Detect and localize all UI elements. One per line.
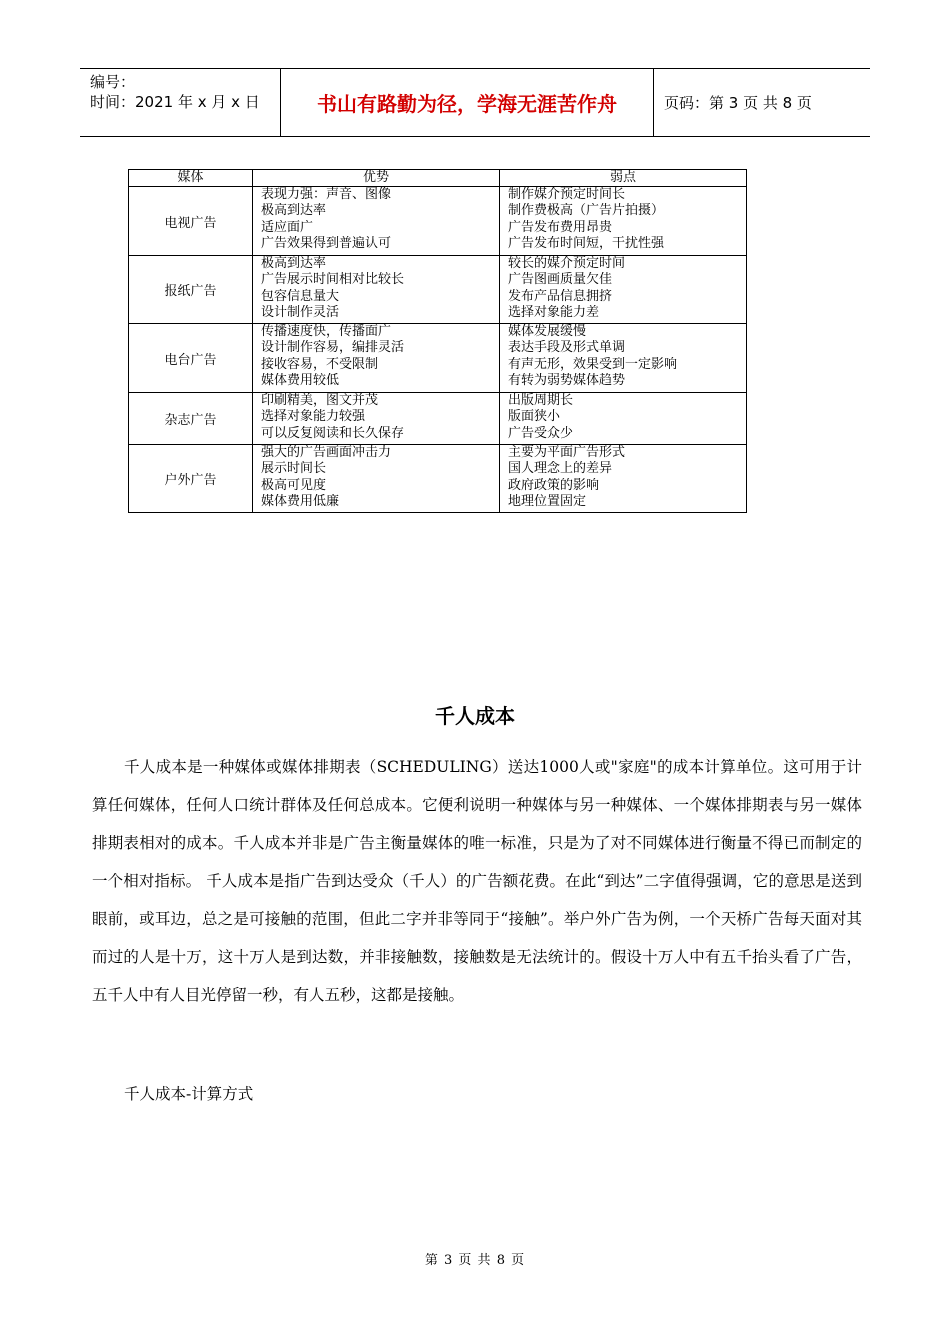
table-body <box>129 187 747 513</box>
body-paragraph: 千人成本是一种媒体或媒体排期表（SCHEDULING）送达1000人或"家庭"的成本计算单位。这可用于计算任何媒体，任何人口统计群体及任何总成本。它便利说明一种媒体与另一种媒体、一个媒体排期表与另一媒体排期表相对的成本。千人成本并非是广告主衡量媒体的唯一标准，只是为了对不同媒体进行衡量不得已而制定的一个相对指标。 千人成本是指广告到达受众（千人）的广告额花费。在此“到达”二字值得强调，它的意思是送到眼前，或耳边，总之是可接触的范围，但此二字并非等同于“接触”。举户外广告为例，一个天桥广告每天面对其而过的人是十万，这十万人是到达数，并非接触数，接触数是无法统计的。假设十万人中有五千抬头看了广告，五千人中有人目光停留一秒，有人五秒，这都是接触。 <box>92 758 862 1004</box>
advantages-cell <box>253 324 500 393</box>
header-motto: 书山有路勤为径，学海无涯苦作舟 <box>281 69 654 136</box>
advantage-item: 强大的广告画面冲击力 <box>261 445 392 460</box>
weaknesse-item: 制作费极高（广告片拍摄） <box>508 203 665 219</box>
media-name-cell: 户外广告 <box>129 445 253 513</box>
weaknesse-item: 国人理念上的差异 <box>508 461 613 477</box>
media-name-cell: 电视广告 <box>129 187 253 256</box>
section-title: 千人成本 <box>435 704 515 728</box>
table-header-row <box>129 170 747 187</box>
media-name-cell: 报纸广告 <box>129 256 253 324</box>
weaknesse-item: 较长的媒介预定时间 <box>508 256 626 271</box>
column-header-media: 媒体 <box>129 170 253 187</box>
sub-heading: 千人成本-计算方式 <box>124 1085 254 1103</box>
header-page-info: 页码：第 3 页 共 8 页 <box>664 94 812 112</box>
table-row <box>129 256 747 324</box>
weaknesse-item: 媒体发展缓慢 <box>508 324 587 339</box>
weaknesses-cell <box>500 187 747 256</box>
advantages-cell <box>253 187 500 256</box>
weaknesse-item: 制作媒介预定时间长 <box>508 187 626 202</box>
advantages-cell <box>253 445 500 513</box>
media-name-cell: 电台广告 <box>129 324 253 393</box>
header-meta <box>80 69 281 136</box>
advantage-item: 极高到达率 <box>261 256 327 271</box>
weaknesse-item: 发布产品信息拥挤 <box>508 288 613 304</box>
weaknesse-item: 出版周期长 <box>508 393 574 408</box>
media-comparison-table <box>128 169 747 513</box>
weaknesse-item: 政府政策的影响 <box>508 477 600 493</box>
advantages-cell <box>253 393 500 445</box>
page-footer: 第 3 页 共 8 页 <box>424 1253 526 1268</box>
advantage-item: 适应面广 <box>261 219 314 235</box>
weaknesse-item: 主要为平面广告形式 <box>508 445 626 460</box>
weaknesse-item: 有声无形，效果受到一定影响 <box>508 356 678 372</box>
advantage-item: 接收容易，不受限制 <box>261 356 379 372</box>
weaknesse-item: 表达手段及形式单调 <box>508 340 626 356</box>
advantage-item: 传播速度快，传播面广 <box>261 324 392 339</box>
table-row <box>129 445 747 513</box>
advantage-item: 媒体费用低廉 <box>261 494 340 510</box>
weaknesse-item: 版面狭小 <box>508 409 561 425</box>
weaknesses-cell <box>500 256 747 324</box>
document-number-label: 编号： <box>90 73 136 91</box>
advantage-item: 包容信息量大 <box>261 288 340 304</box>
weaknesse-item: 地理位置固定 <box>508 494 587 510</box>
advantage-item: 设计制作灵活 <box>261 305 340 321</box>
weaknesse-item: 广告发布时间短，干扰性强 <box>508 236 665 252</box>
weaknesse-item: 广告受众少 <box>508 425 574 441</box>
table-row <box>129 324 747 393</box>
weaknesse-item: 选择对象能力差 <box>508 305 600 321</box>
advantage-item: 印刷精美，图文并茂 <box>261 393 379 408</box>
advantage-item: 媒体费用较低 <box>261 373 340 389</box>
weaknesses-cell <box>500 393 747 445</box>
column-header-advantages: 优势 <box>253 170 500 187</box>
advantage-item: 广告展示时间相对比较长 <box>261 272 405 288</box>
weaknesse-item: 有转为弱势媒体趋势 <box>508 373 626 389</box>
advantage-item: 表现力强：声音、图像 <box>261 187 392 202</box>
page-header <box>80 68 870 137</box>
advantage-item: 极高可见度 <box>261 477 327 493</box>
advantage-item: 可以反复阅读和长久保存 <box>261 425 405 441</box>
column-header-weaknesses: 弱点 <box>500 170 747 187</box>
document-date-label: 时间：2021 年 x 月 x 日 <box>90 93 260 111</box>
advantage-item: 极高到达率 <box>261 203 327 219</box>
table-row <box>129 187 747 256</box>
media-name-cell: 杂志广告 <box>129 393 253 445</box>
advantages-cell <box>253 256 500 324</box>
weaknesses-cell <box>500 445 747 513</box>
weaknesse-item: 广告图画质量欠佳 <box>508 272 613 288</box>
advantage-item: 设计制作容易，编排灵活 <box>261 340 405 356</box>
weaknesse-item: 广告发布费用昂贵 <box>508 219 613 235</box>
table-row <box>129 393 747 445</box>
advantage-item: 选择对象能力较强 <box>261 409 366 425</box>
weaknesses-cell <box>500 324 747 393</box>
advantage-item: 展示时间长 <box>261 461 327 477</box>
advantage-item: 广告效果得到普遍认可 <box>261 236 392 252</box>
